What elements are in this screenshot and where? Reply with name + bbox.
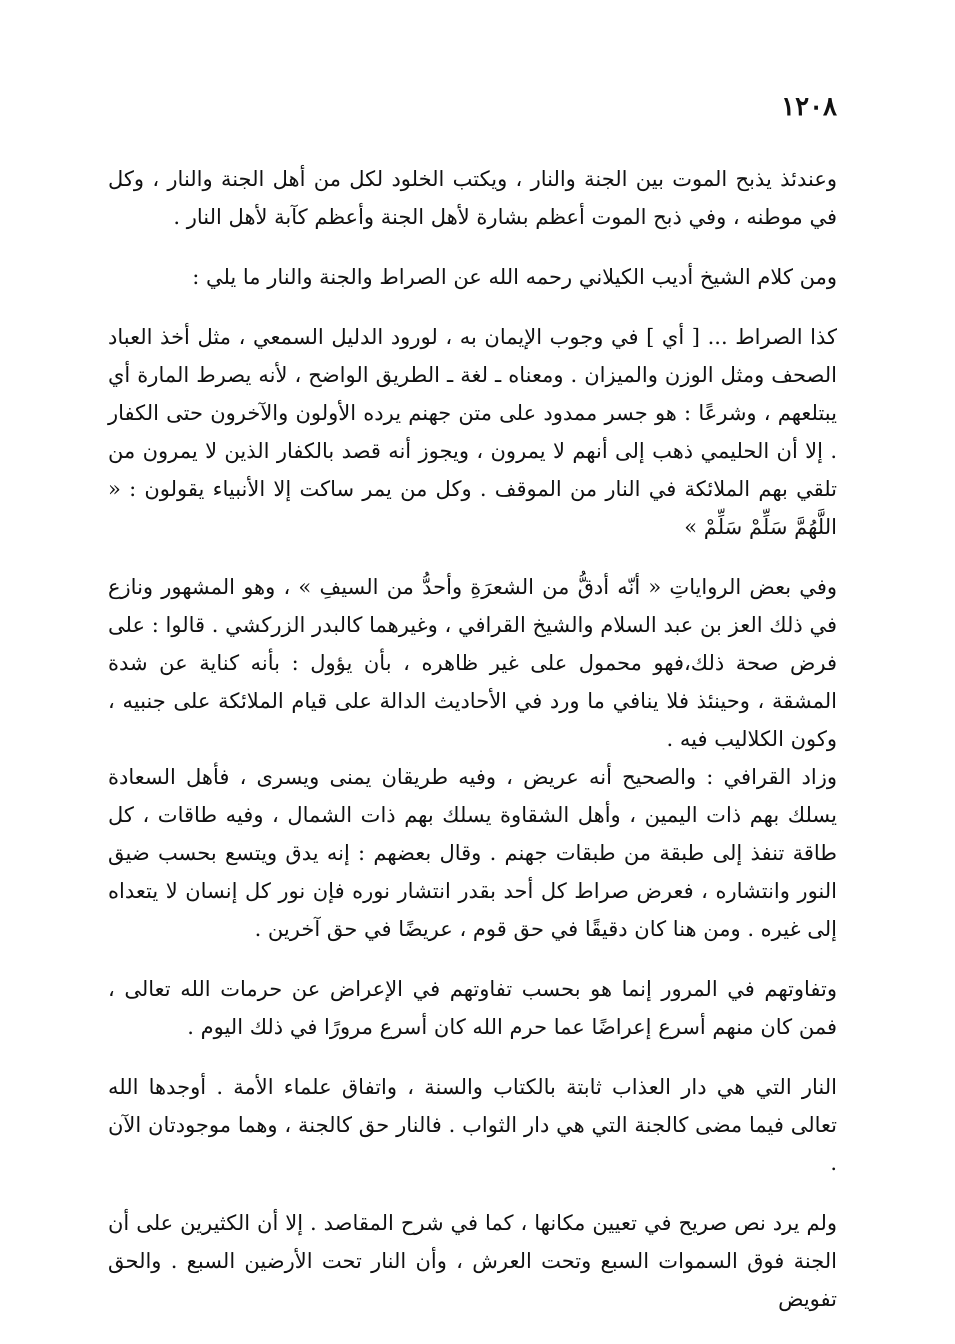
paragraph-6: وتفاوتهم في المرور إنما هو بحسب تفاوتهم في الإعراض عن حرمات الله تعالى ، فمن كان منهم أسرع إعراضًا عما حرم الله كان أسرع مرورًا في ذلك اليوم .: [108, 977, 837, 1039]
paragraph-8: ولم يرد نص صريح في تعيين مكانها ، كما في شرح المقاصد . إلا أن الكثيرين على أن الجنة فوق السموات السبع وتحت العرش ، وأن النار تحت الأرضين السبع . والحق تفويض: [108, 1211, 837, 1311]
paragraph-7: النار التي هي دار العذاب ثابتة بالكتاب والسنة ، واتفاق علماء الأمة . أوجدها الله تعالى فيما مضى كالجنة التي هي دار الثواب . فالنار حق كالجنة ، وهما موجودتان الآن .: [108, 1075, 837, 1175]
paragraph-1: وعندئذ يذبح الموت بين الجنة والنار ، ويكتب الخلود لكل من أهل الجنة والنار ، وكل في موطنه ، وفي ذبح الموت أعظم بشارة لأهل الجنة وأعظم كآبة لأهل النار .: [108, 167, 837, 229]
paragraph-4: وفي بعض الرواياتِ « أنّه أدقُّ من الشعرَةِ وأحدُّ من السيفِ » ، وهو المشهور ونازع في ذلك العز بن عبد السلام والشيخ القرافي ، وغيرهما كالبدر الزركشي . قالوا : على فرض صحة ذلك،فهو محمول على غير ظاهره ، بأن يؤول : بأنه كناية عن شدة المشقة ، وحينئذ فلا ينافي ما ورد في الأحاديث الدالة على قيام الملائكة على جنبيه ، وكون الكلاليب فيه .: [108, 575, 837, 751]
body-text: [108, 160, 837, 1340]
paragraph-2: ومن كلام الشيخ أديب الكيلاني رحمه الله عن الصراط والجنة والنار ما يلي :: [192, 265, 837, 289]
paragraph-5: وزاد القرافي : والصحيح أنه عريض ، وفيه طريقان يمنى ويسرى ، فأهل السعادة يسلك بهم ذات اليمين ، وأهل الشقاوة يسلك بهم ذات الشمال ، وفيه طاقات ، كل طاقة تنفذ إلى طبقة من طبقات جهنم . وقال بعضهم : إنه يدق ويتسع بحسب ضيق النور وانتشاره ، فعرض صراط كل أحد بقدر انتشار نوره فإن نور كل إنسان لا يتعداه إلى غيره . ومن هنا كان دقيقًا في حق قوم ، عريضًا في حق آخرين .: [108, 765, 837, 941]
page-number: ١٢٠٨: [781, 92, 837, 122]
paragraph-3: كذا الصراط ... [ أي ] في وجوب الإيمان به ، لورود الدليل السمعي ، مثل أخذ العباد الصحف ومثل الوزن والميزان . ومعناه ـ لغة ـ الطريق الواضح ، لأنه يصرط المارة أي يبتلعهم ، وشرعًا : هو جسر ممدود على متن جهنم يرده الأولون والآخرون حتى الكفار . إلا أن الحليمي ذهب إلى أنهم لا يمرون ، ويجوز أنه قصد بالكفار الذين لا يمرون من تلقي بهم الملائكة في النار من الموقف . وكل من يمر ساكت إلا الأنبياء يقولون : « اللَّهُمَّ سَلِّمْ سَلِّمْ »: [108, 325, 837, 539]
